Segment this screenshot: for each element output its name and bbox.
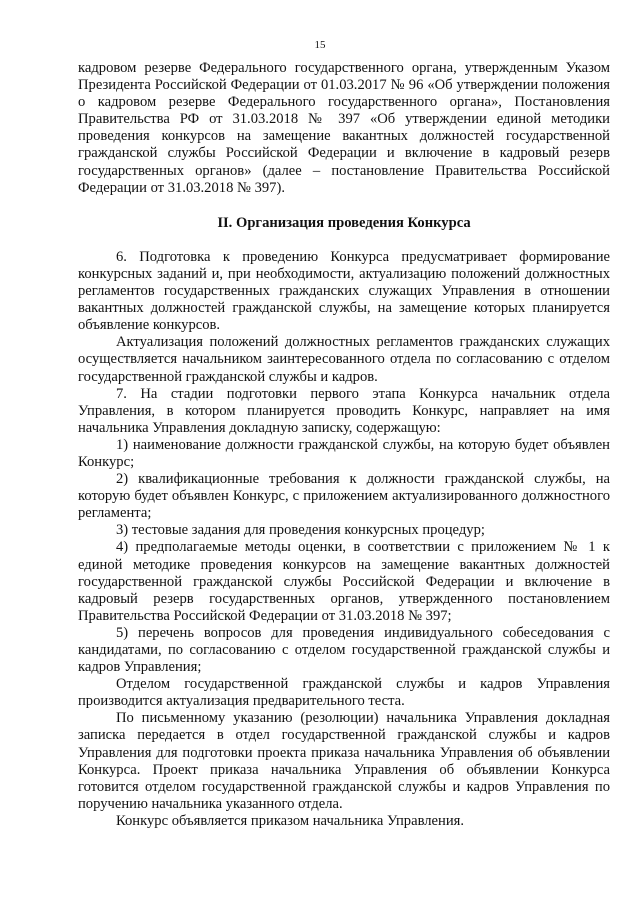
section-title: II. Организация проведения Конкурса [217, 214, 471, 231]
paragraph-item-6: 6. Подготовка к проведению Конкурса предусматривает формирование конкурсных заданий и, при необходимости, актуализацию положений должностных регламентов государственных гражданских служащих Управления в отношении вакантных должностей гражданской службы, на замещение которых планируется объявление конкурсов. [78, 248, 610, 334]
list-item-3: 3) тестовые задания для проведения конкурсных процедур; [116, 522, 485, 539]
list-item-4: 4) предполагаемые методы оценки, в соответствии с приложением № 1 к единой методике проведения конкурсов на замещение вакантных должностей государственной гражданской службы Российской Федерации и включение в кадровый резерв государственных органов, утвержденного постановлением Правительства Российской Федерации от 31.03.2018 № 397; [78, 539, 610, 624]
paragraph-announcement: Конкурс объявляется приказом начальника Управления. [116, 812, 465, 829]
list-item-1: 1) наименование должности гражданской службы, на которую будет объявлен Конкурс; [78, 436, 610, 470]
page-number: 15 [314, 39, 326, 51]
list-item-5: 5) перечень вопросов для проведения индивидуального собеседования с кандидатами, по согласованию с отделом государственной гражданской службы и кадров Управления; [78, 624, 610, 676]
paragraph-memo-resolution: По письменному указанию (резолюции) начальника Управления докладная записка передается в отдел государственной гражданской службы и кадров Управления для подготовки проекта приказа начальника Управления об объявлении Конкурса. Проект приказа начальника Управления об объявлении Конкурса готовится отделом государственной гражданской службы и кадров Управления по поручению начальника указанного отдела. [78, 710, 610, 812]
list-item-2: 2) квалификационные требования к должности гражданской службы, на которую будет объявлен Конкурс, с приложением актуализированного должностного регламента; [78, 471, 610, 522]
intro-paragraph: кадровом резерве Федерального государственного органа, утвержденным Указом Президента Российской Федерации от 01.03.2017 № 96 «Об утверждении положения о кадровом резерве Федерального государственного органа», Постановления Правительства РФ от 31.03.2018 № 397 «Об утверждении единой методики проведения конкурсов на замещение вакантных должностей государственной гражданской службы Российской Федерации и включение в кадровый резерв государственных органов» (далее – постановление Правительства Российской Федерации от 31.03.2018 № 397). [78, 60, 610, 196]
paragraph-test-update: Отделом государственной гражданской службы и кадров Управления производится актуализация предварительного теста. [78, 676, 610, 710]
paragraph-regulation-update: Актуализация положений должностных регламентов гражданских служащих осуществляется начальником заинтересованного отдела по согласованию с отделом государственной гражданской службы и кадров. [78, 334, 610, 385]
paragraph-item-7: 7. На стадии подготовки первого этапа Конкурса начальник отдела Управления, в котором планируется проводить Конкурс, направляет на имя начальника Управления докладную записку, содержащую: [78, 385, 610, 436]
document-body [78, 60, 610, 830]
